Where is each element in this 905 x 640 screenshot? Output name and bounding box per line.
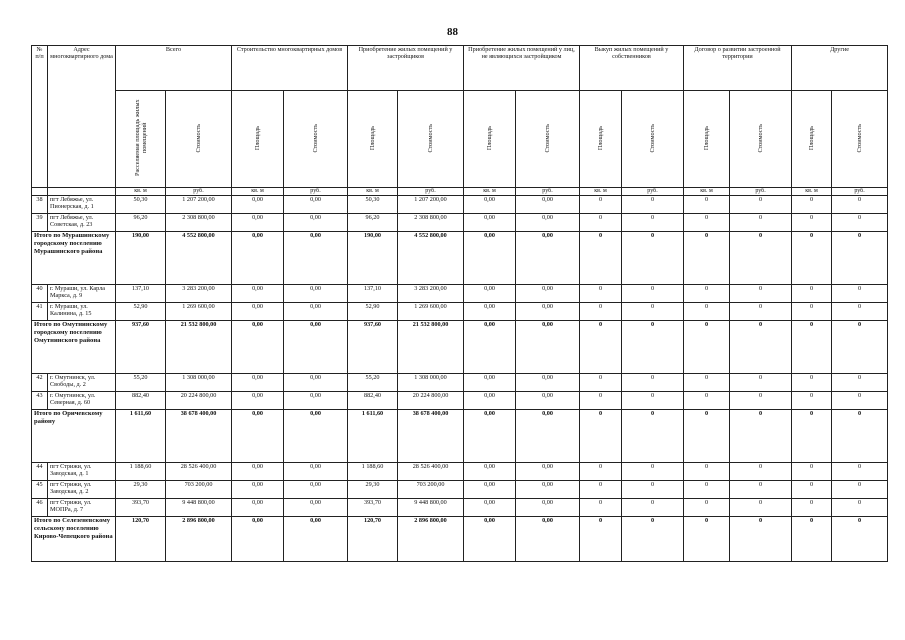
- value-cell: 0: [580, 517, 622, 562]
- value-cell: 0,00: [464, 517, 516, 562]
- value-cell: 1 611,60: [116, 410, 166, 463]
- value-cell: 55,20: [116, 374, 166, 392]
- table-total-row: [32, 232, 888, 285]
- value-cell: 9 448 800,00: [166, 499, 232, 517]
- value-cell: 137,10: [348, 285, 398, 303]
- row-number: 45: [32, 481, 48, 499]
- row-number: 38: [32, 196, 48, 214]
- value-cell: 0: [622, 303, 684, 321]
- value-cell: 0: [792, 303, 832, 321]
- unit-cell: кв. м: [116, 188, 166, 196]
- subheader-cell: [398, 91, 464, 188]
- subheader-cell: [166, 91, 232, 188]
- value-cell: 0,00: [284, 463, 348, 481]
- value-cell: 0: [684, 410, 730, 463]
- value-cell: 0: [832, 392, 888, 410]
- value-cell: 0: [684, 285, 730, 303]
- value-cell: 3 283 200,00: [398, 285, 464, 303]
- value-cell: 0: [832, 374, 888, 392]
- unit-cell: кв. м: [684, 188, 730, 196]
- unit-cell: руб.: [832, 188, 888, 196]
- value-cell: 0,00: [284, 517, 348, 562]
- row-number: 39: [32, 214, 48, 232]
- header-row-groups: [32, 46, 888, 91]
- table-row: [32, 499, 888, 517]
- subheader-cell: [464, 91, 516, 188]
- value-cell: 0: [730, 196, 792, 214]
- table-total-row: [32, 517, 888, 562]
- value-cell: 0,00: [284, 374, 348, 392]
- value-cell: 1 308 000,00: [166, 374, 232, 392]
- value-cell: 0: [580, 410, 622, 463]
- value-cell: 0,00: [232, 410, 284, 463]
- value-cell: 0,00: [516, 499, 580, 517]
- value-cell: 0: [580, 214, 622, 232]
- unit-cell: руб.: [516, 188, 580, 196]
- resettlement-table: [31, 45, 888, 562]
- header-row-subcolumns: [32, 91, 888, 188]
- value-cell: 393,70: [116, 499, 166, 517]
- value-cell: 0: [580, 499, 622, 517]
- value-cell: 0: [684, 463, 730, 481]
- header-group-total: Всего: [116, 46, 232, 91]
- value-cell: 0: [730, 517, 792, 562]
- value-cell: 0,00: [284, 481, 348, 499]
- header-address: Адрес многоквартирного дома: [48, 46, 116, 188]
- value-cell: 0: [792, 410, 832, 463]
- table-total-row: [32, 410, 888, 463]
- value-cell: 50,30: [348, 196, 398, 214]
- value-cell: 0,00: [232, 285, 284, 303]
- value-cell: 0: [580, 232, 622, 285]
- value-cell: 0,00: [464, 410, 516, 463]
- unit-cell: руб.: [622, 188, 684, 196]
- value-cell: 2 308 800,00: [398, 214, 464, 232]
- subheader-cell: [580, 91, 622, 188]
- subheader-cell: [832, 91, 888, 188]
- row-number: 43: [32, 392, 48, 410]
- value-cell: 52,90: [348, 303, 398, 321]
- value-cell: 0,00: [464, 499, 516, 517]
- row-number: 41: [32, 303, 48, 321]
- value-cell: 29,30: [348, 481, 398, 499]
- subheader-label: Стоимость: [195, 123, 202, 153]
- value-cell: 937,60: [348, 321, 398, 374]
- value-cell: 1 308 000,00: [398, 374, 464, 392]
- value-cell: 0: [832, 463, 888, 481]
- value-cell: 4 552 800,00: [166, 232, 232, 285]
- subheader-label: Стоимость: [649, 123, 656, 153]
- table-row: [32, 196, 888, 214]
- value-cell: 0,00: [232, 232, 284, 285]
- row-number: 42: [32, 374, 48, 392]
- subheader-label: Площадь: [254, 125, 261, 150]
- row-number: 46: [32, 499, 48, 517]
- value-cell: 0: [832, 517, 888, 562]
- value-cell: 0: [622, 374, 684, 392]
- value-cell: 0,00: [232, 303, 284, 321]
- value-cell: 0: [792, 499, 832, 517]
- header-group-non-developers: Приобретение жилых помещений у лиц, не являющихся застройщиком: [464, 46, 580, 91]
- value-cell: 0,00: [516, 481, 580, 499]
- value-cell: 1 207 200,00: [166, 196, 232, 214]
- value-cell: 0: [832, 285, 888, 303]
- header-group-buyout: Выкуп жилых помещений у собственников: [580, 46, 684, 91]
- value-cell: 38 678 400,00: [398, 410, 464, 463]
- header-group-developers: Приобретение жилых помещений у застройщиков: [348, 46, 464, 91]
- value-cell: 0,00: [464, 374, 516, 392]
- total-label: Итого по Селезеневскому сельскому поселению Кирово-Чепецкого района: [32, 517, 116, 562]
- value-cell: 0,00: [232, 374, 284, 392]
- value-cell: 0: [792, 214, 832, 232]
- value-cell: 0,00: [232, 463, 284, 481]
- value-cell: 0: [580, 463, 622, 481]
- value-cell: 0: [684, 232, 730, 285]
- value-cell: 0,00: [232, 499, 284, 517]
- value-cell: 0,00: [284, 232, 348, 285]
- table-row: [32, 374, 888, 392]
- value-cell: 0: [622, 517, 684, 562]
- value-cell: 21 532 800,00: [166, 321, 232, 374]
- value-cell: 0: [684, 392, 730, 410]
- value-cell: 0: [580, 321, 622, 374]
- value-cell: 0: [730, 303, 792, 321]
- value-cell: 0: [832, 499, 888, 517]
- subheader-cell: [730, 91, 792, 188]
- unit-cell: руб.: [398, 188, 464, 196]
- value-cell: 0: [684, 303, 730, 321]
- value-cell: 0: [730, 232, 792, 285]
- row-address: пгт Стрижи, ул. Заводская, д. 2: [48, 481, 116, 499]
- unit-cell: кв. м: [580, 188, 622, 196]
- subheader-label: Стоимость: [544, 123, 551, 153]
- value-cell: 0: [730, 410, 792, 463]
- header-row-units: [32, 188, 888, 196]
- value-cell: 0: [622, 463, 684, 481]
- subheader-cell: [232, 91, 284, 188]
- row-address: г. Мураши, ул. Карла Маркса, д. 9: [48, 285, 116, 303]
- value-cell: 0: [684, 481, 730, 499]
- value-cell: 0,00: [284, 392, 348, 410]
- value-cell: 0,00: [284, 499, 348, 517]
- value-cell: 0: [622, 285, 684, 303]
- table-row: [32, 285, 888, 303]
- header-group-development-contract: Договор о развитии застроенной территории: [684, 46, 792, 91]
- subheader-cell: [684, 91, 730, 188]
- page-number: 88: [447, 26, 458, 38]
- row-address: пгт Стрижи, ул. Заводская, д. 1: [48, 463, 116, 481]
- table-row: [32, 463, 888, 481]
- value-cell: 0,00: [516, 374, 580, 392]
- unit-cell: руб.: [166, 188, 232, 196]
- value-cell: 0: [792, 517, 832, 562]
- value-cell: 0: [792, 463, 832, 481]
- value-cell: 0: [684, 321, 730, 374]
- value-cell: 0: [832, 303, 888, 321]
- value-cell: 0: [832, 321, 888, 374]
- subheader-cell: [348, 91, 398, 188]
- value-cell: 96,20: [348, 214, 398, 232]
- value-cell: 0,00: [464, 463, 516, 481]
- value-cell: 703 200,00: [166, 481, 232, 499]
- value-cell: 9 448 800,00: [398, 499, 464, 517]
- value-cell: 2 308 800,00: [166, 214, 232, 232]
- value-cell: 0: [580, 481, 622, 499]
- value-cell: 1 207 200,00: [398, 196, 464, 214]
- value-cell: 1 188,60: [116, 463, 166, 481]
- value-cell: 21 532 800,00: [398, 321, 464, 374]
- value-cell: 0,00: [284, 303, 348, 321]
- value-cell: 882,40: [116, 392, 166, 410]
- value-cell: 1 269 600,00: [166, 303, 232, 321]
- value-cell: 0,00: [464, 196, 516, 214]
- value-cell: 0: [832, 214, 888, 232]
- header-group-other: Другие: [792, 46, 888, 91]
- value-cell: 137,10: [116, 285, 166, 303]
- unit-cell: кв. м: [464, 188, 516, 196]
- value-cell: 0,00: [232, 392, 284, 410]
- value-cell: 0,00: [516, 303, 580, 321]
- value-cell: 0: [730, 321, 792, 374]
- value-cell: 29,30: [116, 481, 166, 499]
- value-cell: 0: [792, 374, 832, 392]
- subheader-label: Стоимость: [757, 123, 765, 153]
- value-cell: 0,00: [516, 517, 580, 562]
- value-cell: 0: [730, 392, 792, 410]
- table-row: [32, 392, 888, 410]
- units-blank: [32, 188, 48, 196]
- value-cell: 96,20: [116, 214, 166, 232]
- value-cell: 0: [622, 232, 684, 285]
- value-cell: 1 269 600,00: [398, 303, 464, 321]
- value-cell: 20 224 800,00: [166, 392, 232, 410]
- table-total-row: [32, 321, 888, 374]
- row-address: пгт Стрижи, ул. МОПРа, д. 7: [48, 499, 116, 517]
- subheader-cell: [284, 91, 348, 188]
- value-cell: 0: [730, 463, 792, 481]
- row-number: 44: [32, 463, 48, 481]
- value-cell: 120,70: [116, 517, 166, 562]
- value-cell: 0,00: [516, 463, 580, 481]
- value-cell: 703 200,00: [398, 481, 464, 499]
- value-cell: 0: [792, 392, 832, 410]
- row-address: пгт Лебяжье, ул. Советская, д. 23: [48, 214, 116, 232]
- value-cell: 0,00: [232, 517, 284, 562]
- value-cell: 0,00: [516, 214, 580, 232]
- table-row: [32, 481, 888, 499]
- value-cell: 50,30: [116, 196, 166, 214]
- value-cell: 1 611,60: [348, 410, 398, 463]
- value-cell: 0: [792, 321, 832, 374]
- value-cell: 0,00: [284, 214, 348, 232]
- value-cell: 0: [580, 374, 622, 392]
- total-label: Итого по Омутнинскому городскому поселению Омутнинского района: [32, 321, 116, 374]
- value-cell: 0,00: [232, 214, 284, 232]
- subheader-label: Стоимость: [427, 123, 434, 153]
- value-cell: 0: [580, 392, 622, 410]
- value-cell: 0: [622, 481, 684, 499]
- value-cell: 0: [622, 499, 684, 517]
- value-cell: 0: [730, 374, 792, 392]
- value-cell: 120,70: [348, 517, 398, 562]
- value-cell: 0: [730, 285, 792, 303]
- value-cell: 0: [792, 232, 832, 285]
- row-number: 40: [32, 285, 48, 303]
- subheader-label: Стоимость: [312, 123, 319, 153]
- subheader-cell: [792, 91, 832, 188]
- value-cell: 1 188,60: [348, 463, 398, 481]
- value-cell: 3 283 200,00: [166, 285, 232, 303]
- value-cell: 0: [580, 303, 622, 321]
- row-address: г. Мураши, ул. Калинина, д. 15: [48, 303, 116, 321]
- value-cell: 0,00: [516, 392, 580, 410]
- value-cell: 0,00: [232, 321, 284, 374]
- value-cell: 2 896 800,00: [166, 517, 232, 562]
- value-cell: 0: [730, 499, 792, 517]
- value-cell: 0,00: [464, 321, 516, 374]
- subheader-label: Стоимость: [856, 123, 864, 153]
- subheader-label: Площадь: [597, 125, 604, 150]
- value-cell: 2 896 800,00: [398, 517, 464, 562]
- subheader-label: Площадь: [808, 125, 816, 150]
- value-cell: 190,00: [116, 232, 166, 285]
- value-cell: 38 678 400,00: [166, 410, 232, 463]
- table-row: [32, 303, 888, 321]
- value-cell: 0,00: [464, 392, 516, 410]
- value-cell: 52,90: [116, 303, 166, 321]
- table-row: [32, 214, 888, 232]
- unit-cell: руб.: [284, 188, 348, 196]
- value-cell: 937,60: [116, 321, 166, 374]
- unit-cell: кв. м: [348, 188, 398, 196]
- value-cell: 0: [684, 499, 730, 517]
- value-cell: 0,00: [464, 303, 516, 321]
- subheader-label: Расселяемая площадь жилых помещений: [133, 99, 148, 177]
- subheader-label: Площадь: [486, 125, 493, 150]
- value-cell: 0: [730, 214, 792, 232]
- value-cell: 28 526 400,00: [398, 463, 464, 481]
- value-cell: 0: [684, 196, 730, 214]
- value-cell: 0,00: [516, 410, 580, 463]
- value-cell: 0: [684, 214, 730, 232]
- value-cell: 0: [832, 481, 888, 499]
- value-cell: 0,00: [232, 481, 284, 499]
- value-cell: 0,00: [284, 410, 348, 463]
- value-cell: 0: [792, 285, 832, 303]
- value-cell: 0,00: [284, 321, 348, 374]
- value-cell: 0: [832, 232, 888, 285]
- value-cell: 0: [684, 374, 730, 392]
- value-cell: 0,00: [516, 285, 580, 303]
- value-cell: 4 552 800,00: [398, 232, 464, 285]
- unit-cell: кв. м: [792, 188, 832, 196]
- unit-cell: руб.: [730, 188, 792, 196]
- header-no: № п/п: [32, 46, 48, 188]
- unit-cell: кв. м: [232, 188, 284, 196]
- value-cell: 0,00: [516, 196, 580, 214]
- value-cell: 0: [622, 392, 684, 410]
- value-cell: 20 224 800,00: [398, 392, 464, 410]
- value-cell: 0,00: [284, 196, 348, 214]
- row-address: пгт Лебяжье, ул. Пионерская, д. 1: [48, 196, 116, 214]
- value-cell: 0: [832, 410, 888, 463]
- value-cell: 0: [622, 321, 684, 374]
- total-label: Итого по Мурашинскому городскому поселению Мурашинского района: [32, 232, 116, 285]
- subheader-label: Площадь: [369, 125, 376, 150]
- row-address: г. Омутнинск, ул. Северная, д. 60: [48, 392, 116, 410]
- value-cell: 0: [792, 481, 832, 499]
- value-cell: 0: [622, 214, 684, 232]
- units-blank: [48, 188, 116, 196]
- value-cell: 0,00: [464, 285, 516, 303]
- value-cell: 0,00: [284, 285, 348, 303]
- subheader-cell: [116, 91, 166, 188]
- row-address: г. Омутнинск, ул. Свободы, д. 2: [48, 374, 116, 392]
- value-cell: 0: [684, 517, 730, 562]
- value-cell: 0: [580, 196, 622, 214]
- value-cell: 0: [622, 410, 684, 463]
- value-cell: 0,00: [232, 196, 284, 214]
- header-group-construction: Строительство многоквартирных домов: [232, 46, 348, 91]
- value-cell: 0: [792, 196, 832, 214]
- value-cell: 0,00: [516, 321, 580, 374]
- subheader-label: Площадь: [703, 125, 711, 150]
- value-cell: 0,00: [464, 214, 516, 232]
- value-cell: 0: [730, 481, 792, 499]
- value-cell: 0: [622, 196, 684, 214]
- value-cell: 0,00: [516, 232, 580, 285]
- subheader-cell: [622, 91, 684, 188]
- value-cell: 0: [580, 285, 622, 303]
- value-cell: 28 526 400,00: [166, 463, 232, 481]
- value-cell: 0,00: [464, 232, 516, 285]
- subheader-cell: [516, 91, 580, 188]
- value-cell: 0: [832, 196, 888, 214]
- value-cell: 55,20: [348, 374, 398, 392]
- value-cell: 0,00: [464, 481, 516, 499]
- value-cell: 190,00: [348, 232, 398, 285]
- value-cell: 393,70: [348, 499, 398, 517]
- total-label: Итого по Оричевскому району: [32, 410, 116, 463]
- value-cell: 882,40: [348, 392, 398, 410]
